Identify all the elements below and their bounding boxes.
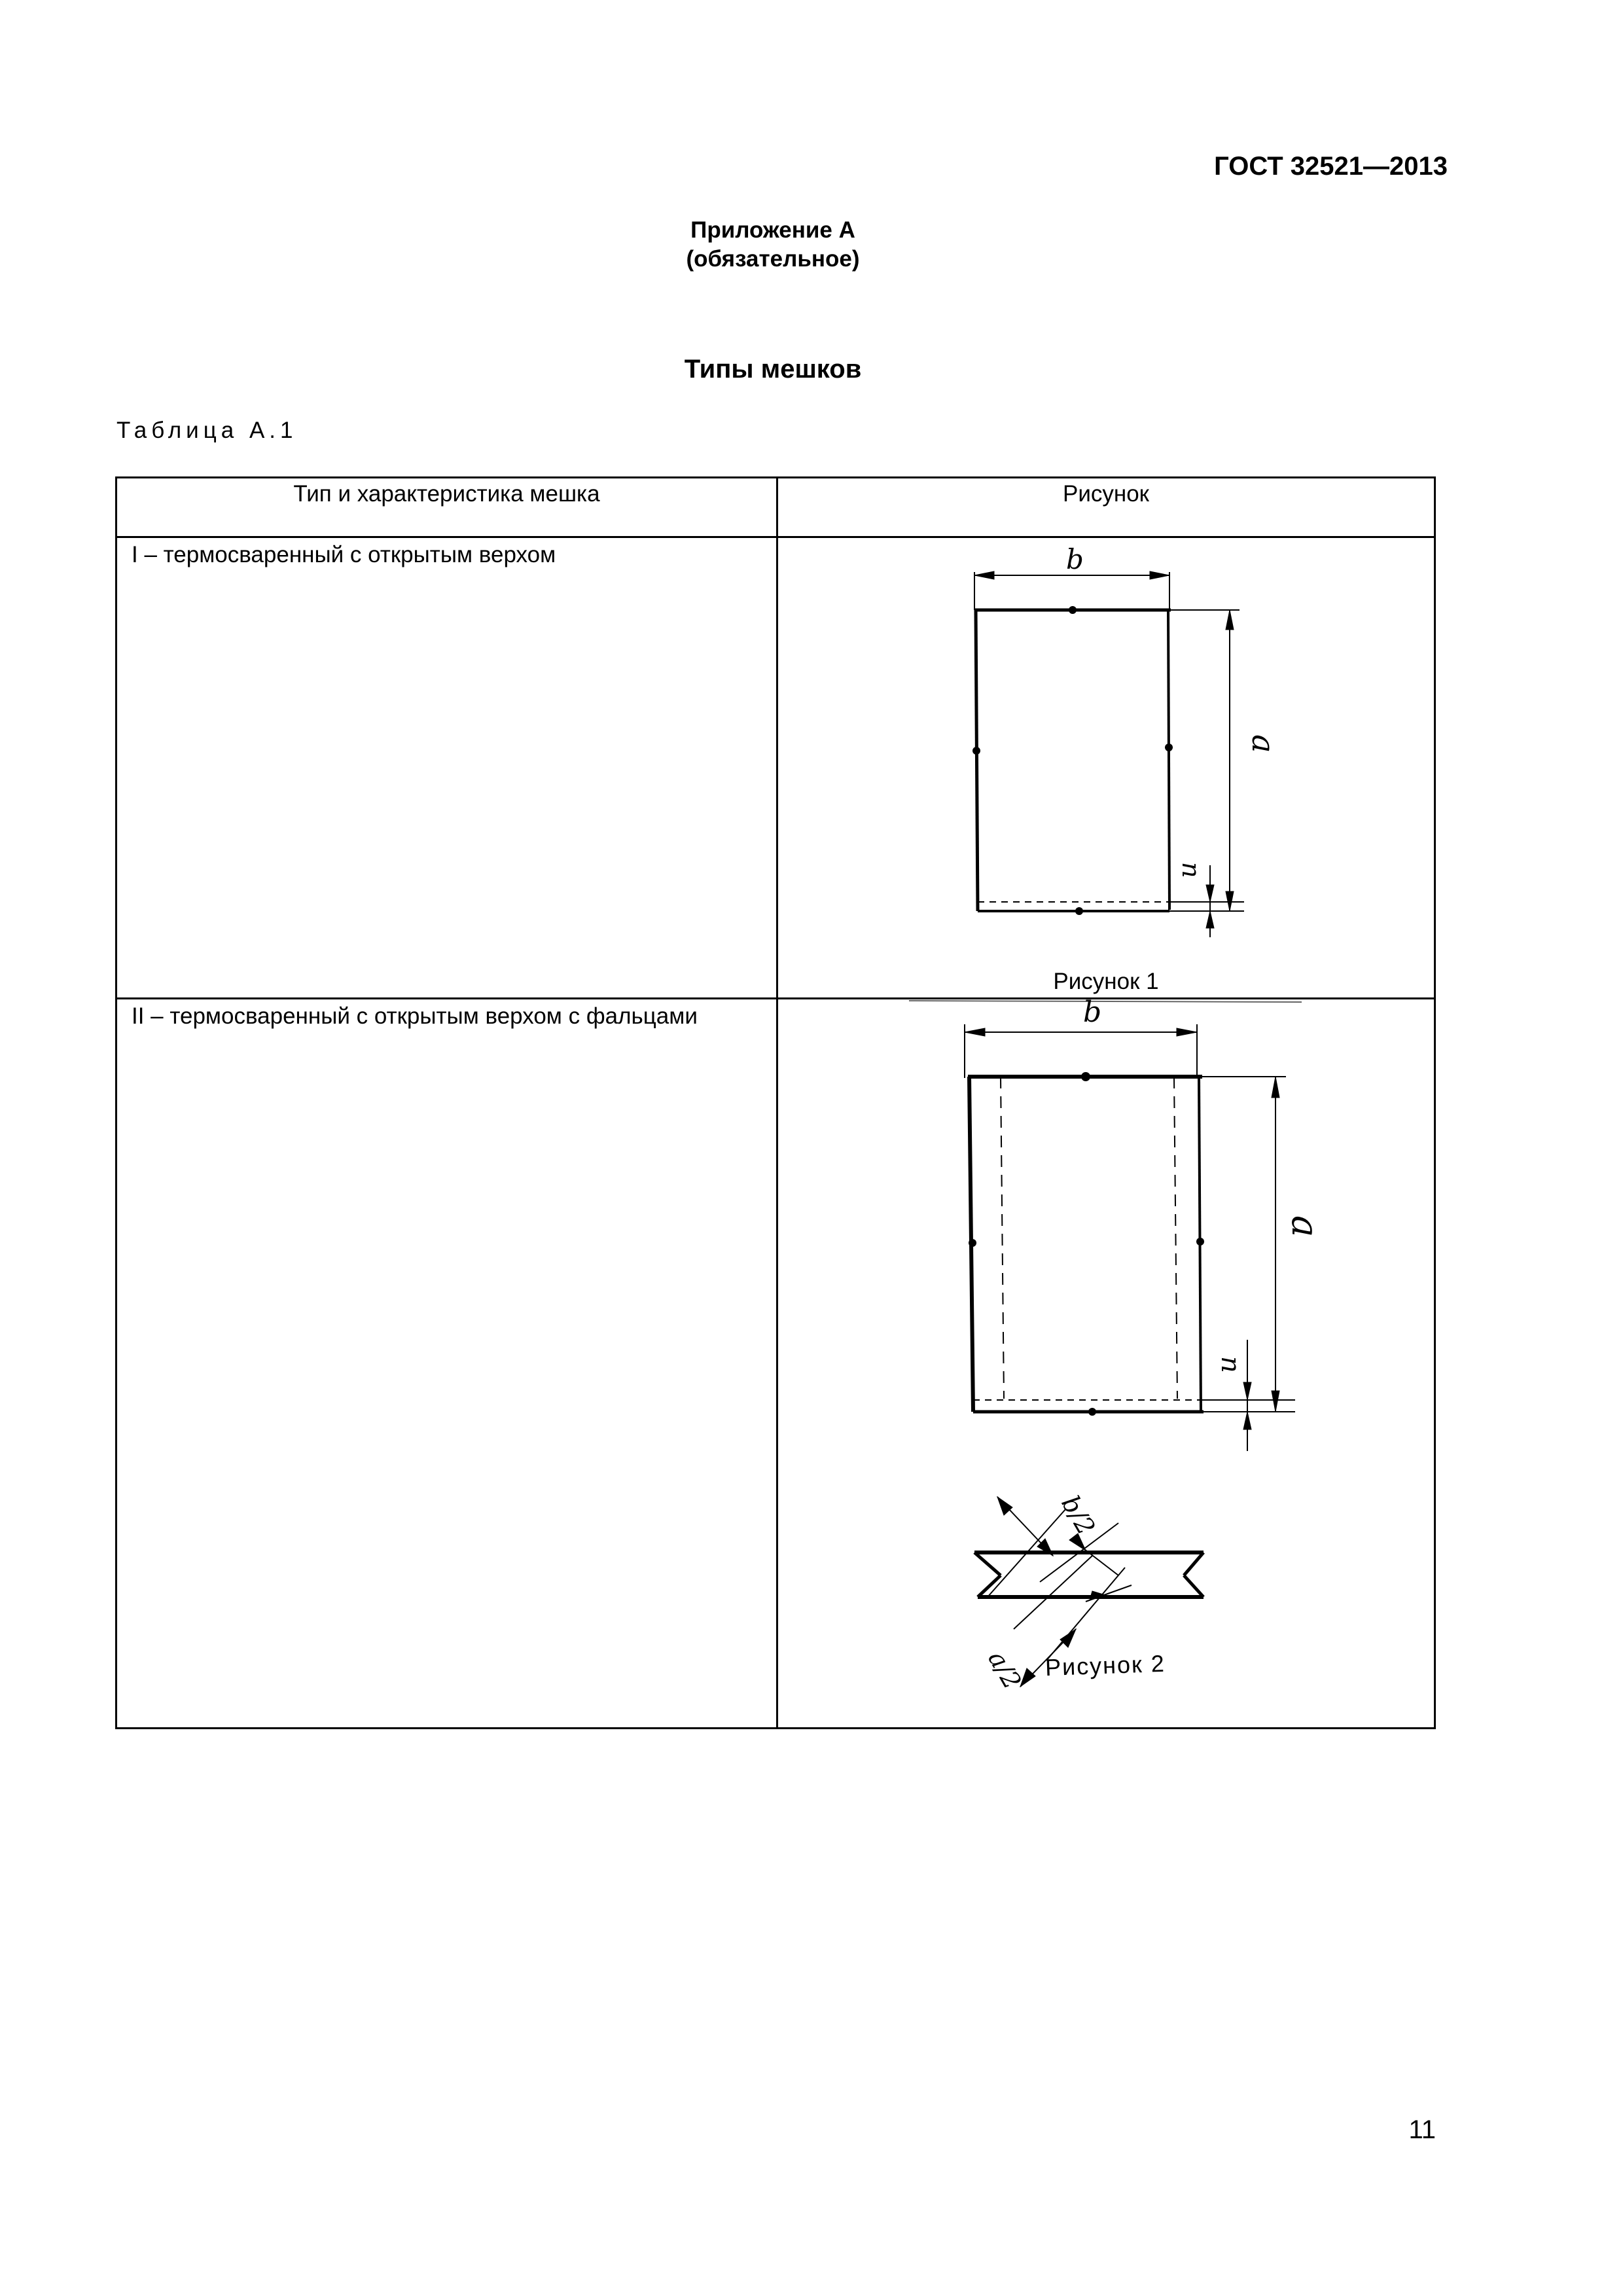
header-figure: Рисунок: [777, 478, 1435, 537]
table-caption: Таблица А.1: [116, 418, 298, 443]
dimension-b-half-label: b/2: [1056, 1490, 1101, 1540]
dimension-a-label: a: [1245, 734, 1281, 753]
figure-caption-2: Рисунок 2: [1044, 1649, 1166, 1681]
figure-cell-1: [777, 537, 1435, 999]
bag-drawing-1: [778, 538, 1438, 999]
dimension-a-label: a: [1283, 1215, 1326, 1238]
header-type: Тип и характеристика мешка: [116, 478, 777, 537]
figure-caption-1: Рисунок 1: [1053, 969, 1159, 994]
page-number: 11: [1408, 2115, 1436, 2144]
table-row: [116, 999, 1435, 1729]
table-header-row: [116, 478, 1435, 537]
dimension-b-label: b: [1066, 543, 1084, 575]
dimension-n-label: n: [1177, 862, 1205, 878]
table-row: [116, 537, 1435, 999]
bag-types-table: [115, 476, 1436, 1729]
dimension-n-label: n: [1215, 1356, 1245, 1373]
appendix-heading: [0, 216, 1546, 274]
appendix-title: Приложение А: [690, 217, 855, 243]
section-title: Типы мешков: [684, 355, 862, 384]
bag-type-1: I – термосваренный с открытым верхом: [116, 537, 777, 999]
appendix-status: (обязательное): [686, 246, 860, 272]
figure-cell-2: [777, 999, 1435, 1729]
document-code: ГОСТ 32521—2013: [1214, 152, 1448, 181]
bag-drawing-2: [778, 999, 1438, 1729]
dimension-a-half-label: a/2: [982, 1645, 1027, 1695]
bag-type-2: II – термосваренный с открытым верхом с фальцами: [116, 999, 777, 1729]
dimension-b-label: b: [1083, 999, 1102, 1029]
